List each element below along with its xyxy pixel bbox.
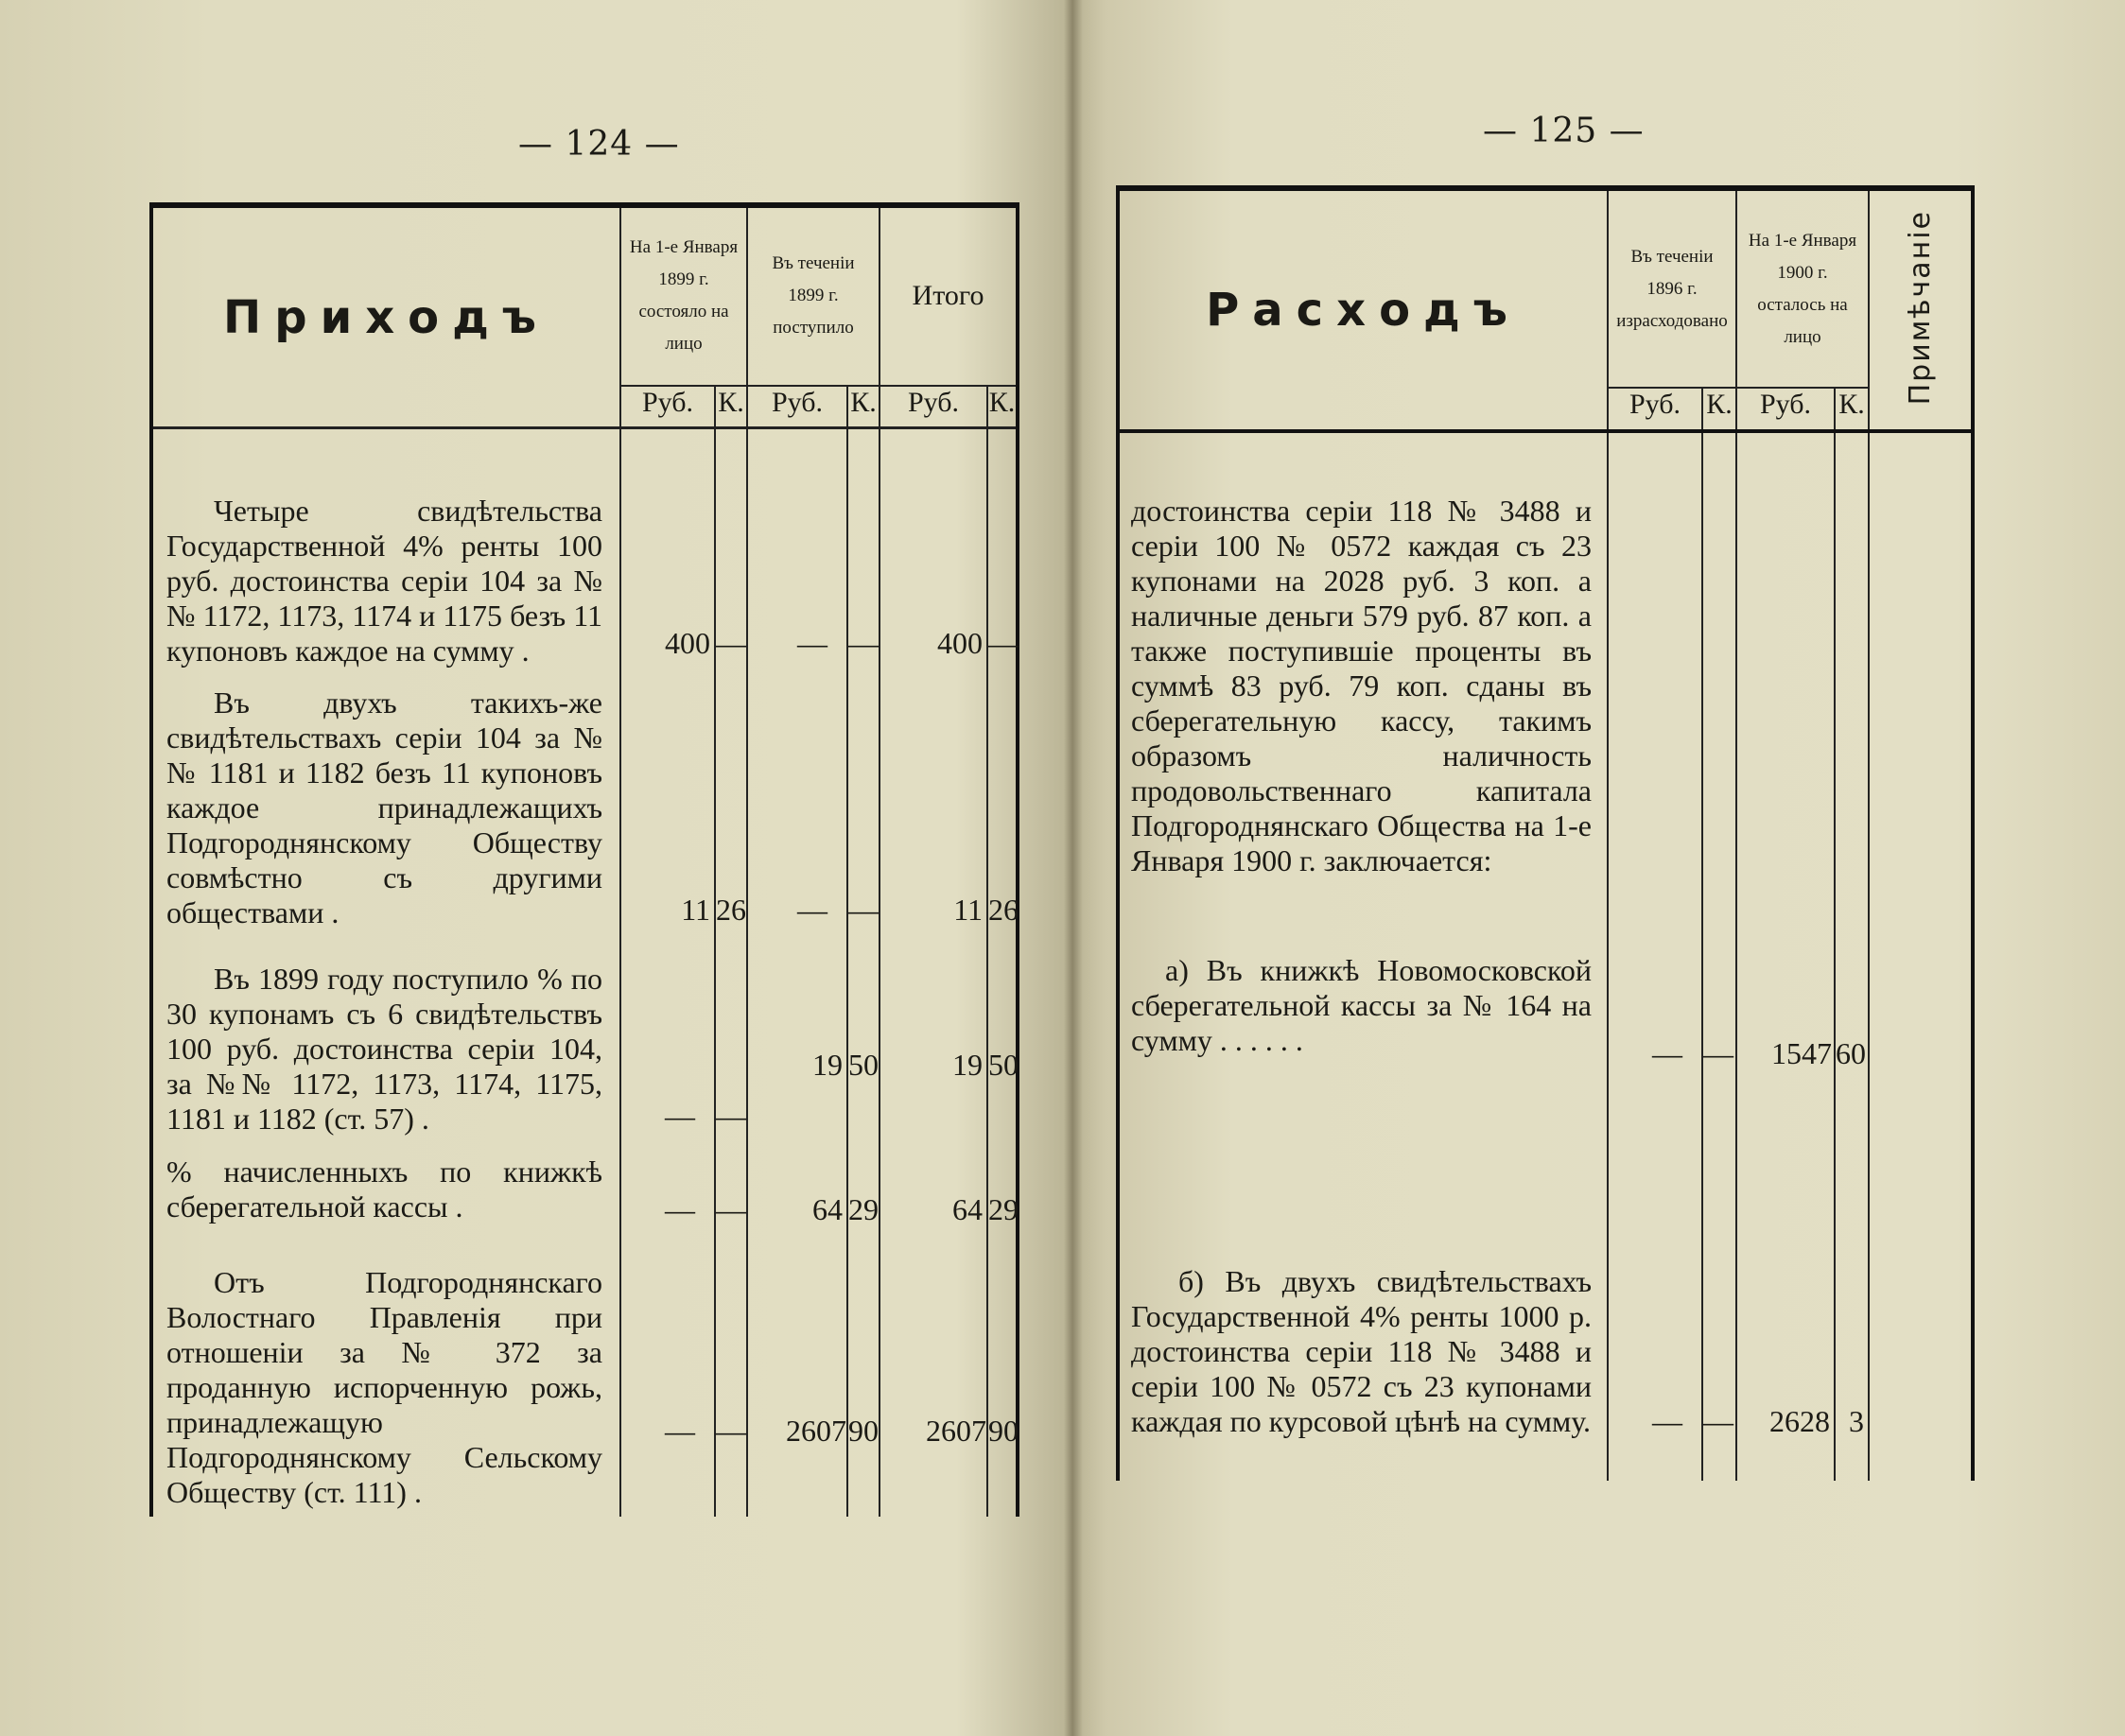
value-cell: 19 bbox=[880, 937, 987, 1141]
value-cell bbox=[1736, 431, 1835, 952]
value-cell: — bbox=[715, 937, 747, 1141]
income-title: Приходъ bbox=[223, 290, 549, 344]
expense-title: Расходъ bbox=[1206, 284, 1521, 338]
note-cell bbox=[1869, 1170, 1973, 1481]
value-cell: 90 bbox=[987, 1235, 1018, 1517]
value-cell: — bbox=[620, 1235, 715, 1517]
table-row bbox=[151, 1235, 1018, 1517]
table-row bbox=[151, 428, 1018, 681]
book-gutter bbox=[1064, 0, 1083, 1736]
value-cell: 90 bbox=[847, 1235, 880, 1517]
value-cell: 26 bbox=[987, 680, 1018, 937]
value-cell: 2607 bbox=[747, 1235, 847, 1517]
value-cell: 11 bbox=[620, 680, 715, 937]
col-header-spent: Въ теченіи 1896 г. израсходовано bbox=[1608, 188, 1736, 388]
value-cell: 64 bbox=[880, 1141, 987, 1234]
col-header-start-balance: На 1-е Января 1899 г. состояло на лицо bbox=[620, 205, 747, 386]
unit-kop: К. bbox=[715, 386, 747, 428]
unit-kop: К. bbox=[847, 386, 880, 428]
unit-kop: К. bbox=[1702, 388, 1736, 431]
note-cell bbox=[1869, 431, 1973, 952]
value-cell: 64 bbox=[747, 1141, 847, 1234]
entry-text: достоинства серіи 118 № 3488 и серіи 100 № 0572 каждая съ 23 купонами на 2028 руб. 3 коп. а наличные деньги 579 руб. 87 коп. а также поступившіе проценты въ суммѣ 83 руб. 79 коп. сданы въ сберегательную кассу, такимъ образомъ наличность продовольственнаго капитала Подгороднянскаго Общества на 1-е Января 1900 г. заключается: bbox=[1118, 431, 1608, 952]
entry-text: б) Въ двухъ свидѣтельствахъ Государственной 4% ренты 1000 р. достоинства серіи 118 № 3488 и серіи 100 № 0572 съ 23 купонами каждая по курсовой цѣнѣ на сумму. bbox=[1118, 1170, 1608, 1481]
value-cell: — bbox=[1702, 1170, 1736, 1481]
page-number-left: — 124 — bbox=[518, 125, 680, 164]
entry-text: Четыре свидѣтельства Государственной 4% ренты 100 руб. достоинства серіи 104 за №№ 1172, 1173, 1174 и 1175 безъ 11 купоновъ каждое на сумму . bbox=[151, 428, 620, 681]
unit-rub: Руб. bbox=[880, 386, 987, 428]
value-cell: — bbox=[1608, 953, 1702, 1171]
value-cell: 29 bbox=[847, 1141, 880, 1234]
value-cell: 29 bbox=[987, 1141, 1018, 1234]
unit-rub: Руб. bbox=[1736, 388, 1835, 431]
expense-table bbox=[1116, 185, 1975, 1481]
value-cell: — bbox=[987, 428, 1018, 681]
value-cell: 60 bbox=[1835, 953, 1869, 1171]
value-cell bbox=[1608, 431, 1702, 952]
table-row bbox=[1118, 953, 1973, 1171]
income-table bbox=[149, 202, 1019, 1517]
value-cell: 50 bbox=[847, 937, 880, 1141]
unit-kop: К. bbox=[1835, 388, 1869, 431]
entry-text: Въ 1899 году поступило % по 30 купонамъ съ 6 свидѣтельствъ 100 руб. достоинства серіи 104, за №№ 1172, 1173, 1174, 1175, 1181 и 1182 (ст. 57) . bbox=[151, 937, 620, 1141]
value-cell bbox=[1835, 431, 1869, 952]
value-cell bbox=[1702, 431, 1736, 952]
unit-rub: Руб. bbox=[747, 386, 847, 428]
unit-rub: Руб. bbox=[1608, 388, 1702, 431]
table-row bbox=[151, 937, 1018, 1141]
col-header-received: Въ теченіи 1899 г. поступило bbox=[747, 205, 880, 386]
value-cell: 50 bbox=[987, 937, 1018, 1141]
value-cell: 400 bbox=[620, 428, 715, 681]
unit-kop: К. bbox=[987, 386, 1018, 428]
value-cell: 26 bbox=[715, 680, 747, 937]
value-cell: — bbox=[747, 428, 847, 681]
value-cell: — bbox=[715, 1141, 747, 1234]
col-header-total: Итого bbox=[880, 205, 1018, 386]
value-cell: — bbox=[620, 937, 715, 1141]
value-cell: 19 bbox=[747, 937, 847, 1141]
table-row bbox=[1118, 1170, 1973, 1481]
value-cell: — bbox=[1702, 953, 1736, 1171]
value-cell: 2607 bbox=[880, 1235, 987, 1517]
entry-text: Отъ Подгороднянскаго Волостнаго Правленія при отношеніи за № 372 за проданную испорченную рожь, принадлежащую Подгороднянскому Сельскому Обществу (ст. 111) . bbox=[151, 1235, 620, 1517]
value-cell: 1547 bbox=[1736, 953, 1835, 1171]
table-row bbox=[151, 680, 1018, 937]
value-cell: — bbox=[1608, 1170, 1702, 1481]
col-header-end-balance: На 1-е Января 1900 г. осталось на лицо bbox=[1736, 188, 1869, 388]
value-cell: 11 bbox=[880, 680, 987, 937]
value-cell: — bbox=[620, 1141, 715, 1234]
entry-text: а) Въ книжкѣ Новомосковской сберегательной кассы за № 164 на сумму . . . . . . bbox=[1118, 953, 1608, 1171]
value-cell: 3 bbox=[1835, 1170, 1869, 1481]
value-cell: 2628 bbox=[1736, 1170, 1835, 1481]
unit-rub: Руб. bbox=[620, 386, 715, 428]
note-cell bbox=[1869, 953, 1973, 1171]
entry-text: % начисленныхъ по книжкѣ сберегательной кассы . bbox=[151, 1141, 620, 1234]
table-row bbox=[151, 1141, 1018, 1234]
value-cell: — bbox=[747, 680, 847, 937]
page-number-right: — 125 — bbox=[1483, 112, 1645, 150]
value-cell: 400 bbox=[880, 428, 987, 681]
col-header-note: Примѣчаніе bbox=[1904, 210, 1937, 406]
table-row bbox=[1118, 431, 1973, 952]
value-cell: — bbox=[715, 1235, 747, 1517]
entry-text: Въ двухъ такихъ-же свидѣтельствахъ серіи 104 за №№ 1181 и 1182 безъ 11 купоновъ каждое принадлежащихъ Подгороднянскому Обществу совмѣстно съ другими обществами . bbox=[151, 680, 620, 937]
value-cell: — bbox=[715, 428, 747, 681]
value-cell: — bbox=[847, 680, 880, 937]
value-cell: — bbox=[847, 428, 880, 681]
